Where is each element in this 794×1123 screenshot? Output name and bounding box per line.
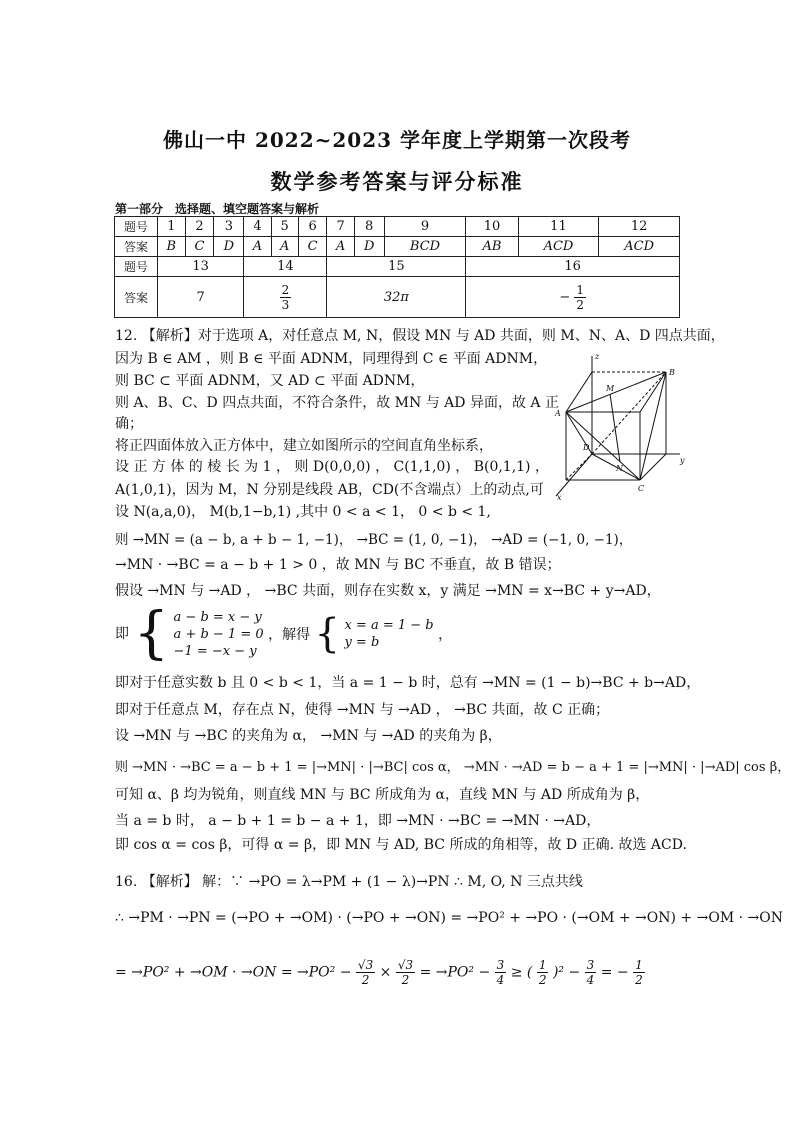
row-label: 题号	[115, 257, 158, 277]
solution-line: 可知 α、β 均为锐角，则直线 MN 与 BC 所成角为 α，直线 MN 与 AD 所成角为 β，	[115, 787, 650, 803]
fraction	[633, 958, 645, 987]
table-cell: 12	[599, 217, 680, 237]
expr-part: = →PO² −	[419, 964, 491, 981]
fraction-numerator: 1	[635, 958, 643, 972]
fraction	[585, 958, 597, 987]
table-cell: A	[244, 237, 271, 257]
table-cell: 6	[298, 217, 327, 237]
fraction-numerator: 3	[586, 958, 595, 972]
table-cell: A	[327, 237, 354, 257]
cube-edge	[640, 372, 666, 412]
fraction-denominator: 2	[361, 973, 370, 987]
table-cell: 14	[244, 257, 327, 277]
table-cell: 32π	[327, 277, 466, 318]
tetra-edge	[566, 412, 640, 480]
answer-table	[114, 216, 680, 318]
solution-line: 当 a = b 时， a − b + 1 = b − a + 1，即 →MN · →BC = →MN · →AD，	[115, 813, 601, 829]
figure-label: M	[606, 384, 615, 393]
solution-system	[344, 617, 433, 651]
table-row	[115, 257, 680, 277]
row-label: 答案	[115, 277, 158, 318]
table-cell: 2	[185, 217, 214, 237]
expr-part: = →PO² + →OM · →ON = →PO² −	[115, 964, 352, 981]
table-cell: C	[298, 237, 327, 257]
table-cell: 4	[244, 217, 271, 237]
fraction	[396, 958, 415, 987]
equation-system-line	[115, 601, 453, 666]
solution-line: 16. 【解析】 解：∵ →PO = λ→PM + (1 − λ)→PN ∴ M, O, N 三点共线	[115, 874, 583, 890]
figure-label: x	[557, 493, 562, 500]
solution-line: 设 N(a,a,0)， M(b,1−b,1) ,其中 0 < a < 1， 0 < b < 1,	[115, 504, 491, 520]
table-cell: 7	[327, 217, 354, 237]
fraction-numerator: √3	[357, 958, 374, 972]
solution-line: 12. 【解析】对于选项 A，对任意点 M, N，假设 MN 与 AD 共面，则 M、N、A、D 四点共面，	[115, 328, 725, 344]
table-cell	[466, 277, 680, 318]
table-cell: 9	[384, 217, 466, 237]
equation: −1 = −x − y	[173, 643, 257, 659]
table-cell: 10	[466, 217, 518, 237]
solution-line: ∴ →PM · →PN = (→PO + →OM) · (→PO + →ON) = →PO² + →PO · (→OM + →ON) + →OM · →ON	[115, 910, 783, 926]
row-label: 题号	[115, 217, 158, 237]
table-cell: 5	[271, 217, 298, 237]
row-label: 答案	[115, 237, 158, 257]
tetra-edge	[566, 372, 666, 412]
solution-line: 假设 →MN 与 →AD ， →BC 共面，则存在实数 x，y 满足 →MN = x→BC + y→AD，	[115, 583, 661, 599]
table-cell: C	[185, 237, 214, 257]
fraction-numerator: √3	[397, 958, 414, 972]
solution-line: 将正四面体放入正方体中，建立如图所示的空间直角坐标系，	[115, 438, 493, 454]
solution-line: 即 cos α = cos β，可得 α = β，即 MN 与 AD, BC 所成的角相等，故 D 正确. 故选 ACD.	[115, 837, 687, 853]
left-brace: {	[133, 601, 170, 666]
equation: x = a = 1 − b	[344, 618, 434, 633]
table-cell: B	[158, 237, 186, 257]
table-row	[115, 217, 680, 237]
equation: a − b = x − y	[173, 609, 262, 625]
expr-part: = −	[600, 964, 629, 981]
fraction-denominator: 4	[586, 973, 595, 987]
solution-line: 设 正 方 体 的 棱 长 为 1 ， 则 D(0,0,0) ， C(1,1,0) ， B(0,1,1) ，	[115, 459, 549, 475]
page-subtitle: 数学参考答案与评分标准	[270, 169, 524, 194]
solution-line: 则 →MN · →BC = a − b + 1 = |→MN| · |→BC| cos α， →MN · →AD = b − a + 1 = |→MN| · |→AD| cos β，	[115, 760, 791, 775]
table-cell: 11	[518, 217, 599, 237]
figure-label: N	[616, 464, 623, 473]
system-connector: ，解得	[268, 627, 311, 643]
left-brace: {	[314, 611, 340, 657]
tetra-edge	[640, 372, 666, 480]
cube-coordinate-figure	[548, 350, 688, 500]
table-cell: 15	[327, 257, 466, 277]
table-cell: 3	[214, 217, 244, 237]
tetra-edge	[592, 372, 666, 454]
fraction-denominator: 2	[635, 973, 643, 987]
fraction-numerator: 1	[576, 282, 585, 297]
figure-label: y	[680, 456, 685, 465]
solution-line: 则 BC ⊂ 平面 ADNM，又 AD ⊂ 平面 ADNM，	[115, 373, 425, 389]
fraction	[280, 283, 292, 312]
solution-line: A(1,0,1)，因为 M，N 分别是线段 AB，CD(不含端点）上的动点,可	[115, 482, 544, 498]
fraction-numerator: 1	[538, 958, 547, 972]
fraction-numerator: 3	[496, 958, 505, 972]
page-title: 佛山一中 2022~2023 学年度上学期第一次段考	[162, 128, 631, 152]
fraction	[574, 283, 586, 312]
solution-line: 则 →MN = (a − b, a + b − 1, −1)， →BC = (1, 0, −1)， →AD = (−1, 0, −1)，	[115, 532, 633, 548]
figure-label: A	[555, 409, 561, 418]
equation: a + b − 1 = 0	[173, 626, 264, 642]
table-cell: BCD	[384, 237, 466, 257]
fraction	[537, 958, 549, 987]
minus-sign: −	[559, 289, 571, 305]
solution-line: 设 →MN 与 →BC 的夹角为 α， →MN 与 →AD 的夹角为 β，	[115, 728, 502, 744]
figure-label: z	[595, 352, 600, 361]
table-cell: 1	[158, 217, 186, 237]
solution-line: 即对于任意点 M，存在点 N，使得 →MN 与 →AD ， →BC 共面，故 C 正确；	[115, 702, 610, 718]
table-cell: A	[271, 237, 298, 257]
table-row	[115, 237, 680, 257]
cube-edge	[566, 372, 592, 412]
cube-edge	[640, 454, 666, 480]
comma: ，	[438, 627, 453, 643]
equation-system	[174, 609, 264, 660]
solution-line: →MN · →BC = a − b + 1 > 0 ，故 MN 与 BC 不垂直，故 B 错误；	[115, 557, 561, 573]
expr-part: ×	[379, 964, 392, 981]
fraction-denominator: 4	[496, 973, 505, 987]
fraction-denominator: 2	[401, 973, 410, 987]
table-cell: D	[354, 237, 384, 257]
fraction-denominator: 3	[281, 297, 290, 312]
figure-label: B	[669, 368, 675, 377]
table-cell: AB	[466, 237, 518, 257]
table-cell: 16	[466, 257, 680, 277]
equation: y = b	[344, 635, 380, 650]
expr-part: ≥ (	[510, 964, 533, 981]
figure-label: C	[638, 484, 645, 493]
table-row	[115, 277, 680, 318]
x-axis	[556, 454, 592, 496]
fraction	[356, 958, 375, 987]
table-cell: ACD	[518, 237, 599, 257]
fraction-denominator: 2	[576, 297, 585, 312]
solution-line: 确；	[115, 416, 143, 432]
expr-part: )² −	[552, 964, 581, 981]
section-header: 第一部分 选择题、填空题答案与解析	[115, 202, 320, 216]
table-cell: 13	[158, 257, 244, 277]
fraction-numerator: 2	[281, 282, 290, 297]
table-cell: 7	[158, 277, 244, 318]
table-cell	[244, 277, 327, 318]
figure-label: D	[583, 443, 590, 452]
table-cell: ACD	[599, 237, 680, 257]
segment-mn	[610, 394, 620, 462]
solution-line: 则 A、B、C、D 四点共面，不符合条件，故 MN 与 AD 异面，故 A 正	[115, 395, 559, 411]
solution-line-fractions	[115, 958, 645, 987]
solution-line: 因为 B ∈ AM ，则 B ∈ 平面 ADNM，同理得到 C ∈ 平面 ADNM，	[115, 351, 548, 367]
fraction-denominator: 2	[538, 973, 547, 987]
fraction	[495, 958, 507, 987]
system-prefix: 即	[115, 626, 129, 642]
table-cell: D	[214, 237, 244, 257]
table-cell: 8	[354, 217, 384, 237]
solution-line: 即对于任意实数 b 且 0 < b < 1，当 a = 1 − b 时，总有 →MN = (1 − b)→BC + b→AD，	[115, 675, 701, 691]
